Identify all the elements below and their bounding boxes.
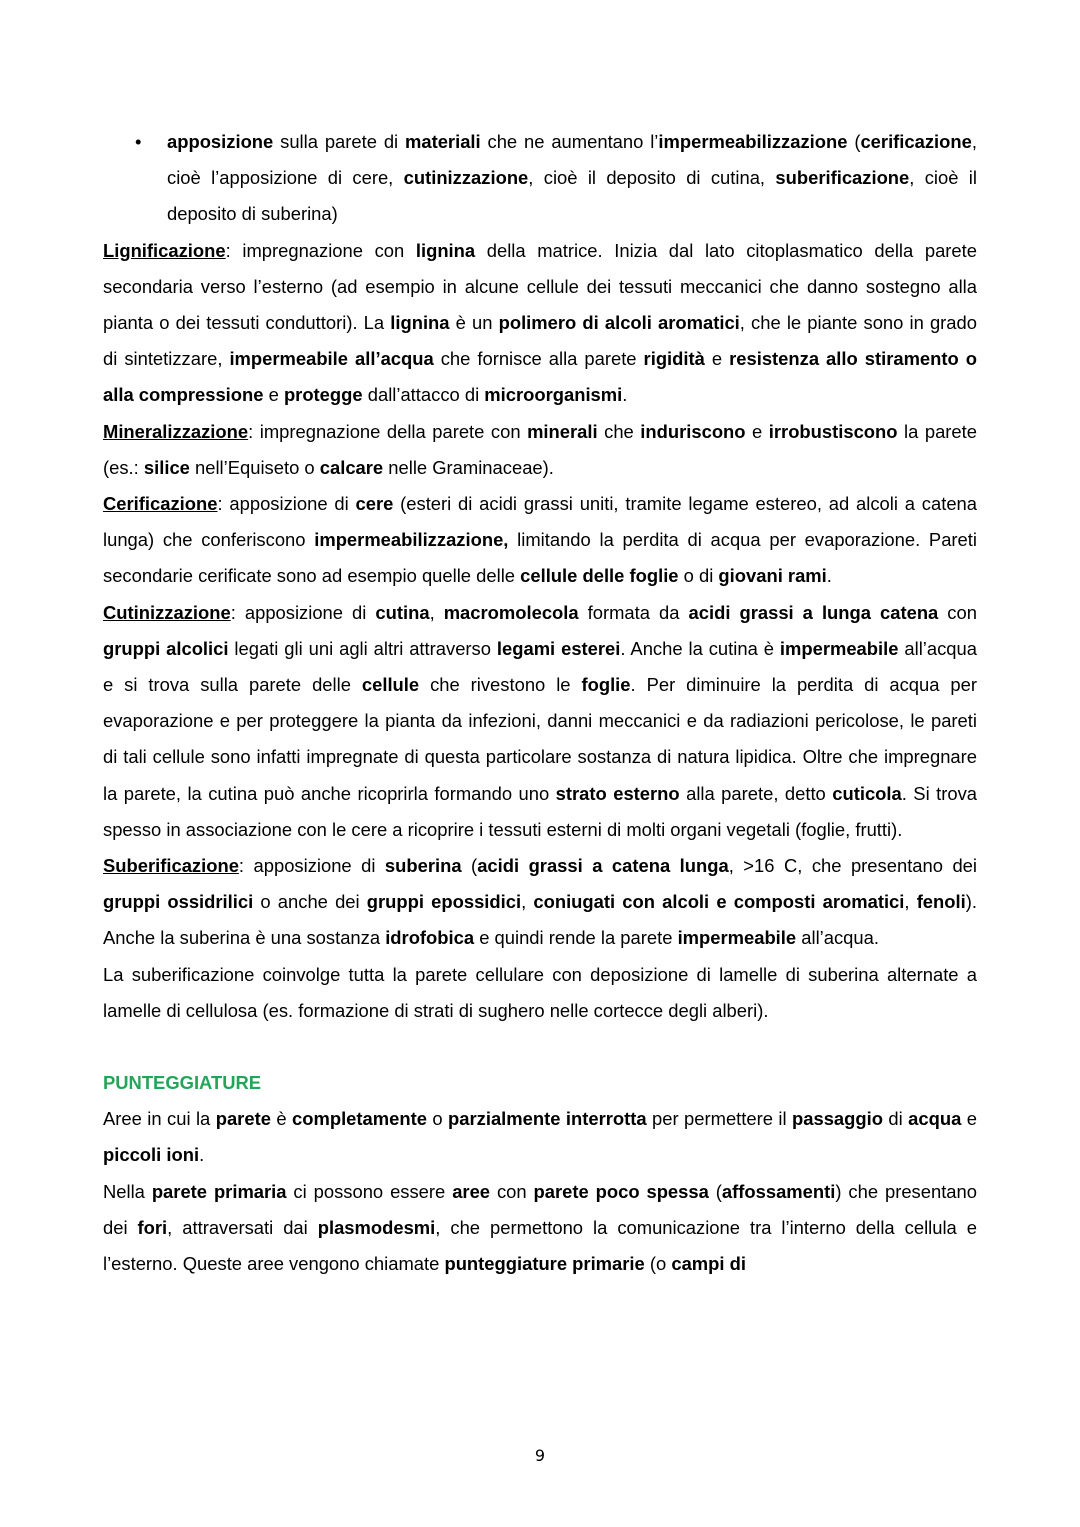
- page-number: 9: [534, 1446, 546, 1465]
- term-mineralizzazione: Mineralizzazione: [103, 420, 249, 442]
- paragraph-mineralizzazione: Mineralizzazione: impregnazione della parete con minerali che induriscono e irrobustiscono la parete (es.: silice nell’Equiseto o calcare nelle Graminaceae).: [103, 420, 977, 478]
- term-cerificazione: Cerificazione: [103, 493, 218, 515]
- list-item-apposizione: • apposizione sulla parete di materiali che ne aumentano l’impermeabilizzazione (cerificazione, cioè l’apposizione di cere, cutinizzazione, cioè il deposito di cutina, suberificazione, cioè il deposito di suberina): [103, 124, 977, 233]
- term-lignificazione: Lignificazione: [103, 239, 226, 261]
- bullet-icon: •: [135, 131, 142, 152]
- paragraph-suberificazione: Suberificazione: apposizione di suberina (acidi grassi a catena lunga, >16 C, che presentano dei gruppi ossidrilici o anche dei gruppi epossidici, coniugati con alcoli e composti aromatici, fenoli). Anche la suberina è una sostanza idrofobica e quindi rende la parete impermeabile all’acqua.: [103, 855, 977, 949]
- paragraph-cerificazione: Cerificazione: apposizione di cere (esteri di acidi grassi uniti, tramite legame estereo, ad alcoli a catena lunga) che conferiscono impermeabilizzazione, limitando la perdita di acqua per evaporazione. Pareti secondarie cerificate sono ad esempio quelle delle cellule delle foglie o di giovani rami.: [103, 493, 978, 587]
- term-suberificazione: Suberificazione: [103, 855, 239, 877]
- paragraph-cutinizzazione: Cutinizzazione: apposizione di cutina, macromolecola formata da acidi grassi a lunga catena con gruppi alcolici legati gli uni agli altri attraverso legami esterei. Anche la cutina è impermeabile all’acqua e si trova sulla parete delle cellule che rivestono le foglie. Per diminuire la perdita di acqua per evaporazione e per proteggere la pianta da infezioni, danni meccanici e da radiazioni pericolose, le pareti di tali cellule sono infatti impregnate di questa particolare sostanza di natura lipidica. Oltre che impregnare la parete, la cutina può anche ricoprirla formando uno strato esterno alla parete, detto cuticola. Si trova spesso in associazione con le cere a ricoprire i tessuti esterni di molti organi vegetali (foglie, frutti).: [103, 601, 978, 840]
- document-body: [103, 124, 977, 1282]
- paragraph-parete-primaria: Nella parete primaria ci possono essere aree con parete poco spessa (affossamenti) che presentano dei fori, attraversati dai plasmodesmi, che permettono la comunicazione tra l’interno della cellula e l’esterno. Queste aree vengono chiamate punteggiature primarie (o campi di: [103, 1180, 977, 1275]
- section-heading-punteggiature: PUNTEGGIATURE: [103, 1072, 262, 1094]
- paragraph-lignificazione: Lignificazione: impregnazione con lignina della matrice. Inizia dal lato citoplasmatico della parete secondaria verso l’esterno (ad esempio in alcune cellule dei tessuti meccanici che danno sostegno alla pianta o dei tessuti conduttori). La lignina è un polimero di alcoli aromatici, che le piante sono in grado di sintetizzare, impermeabile all’acqua che fornisce alla parete rigidità e resistenza allo stiramento o alla compressione e protegge dall’attacco di microorganismi.: [103, 239, 977, 406]
- paragraph-suberificazione-note: La suberificazione coinvolge tutta la parete cellulare con deposizione di lamelle di suberina alternate a lamelle di cellulosa (es. formazione di strati di sughero nelle cortecce degli alberi).: [103, 963, 977, 1021]
- paragraph-punteggiature-definition: Aree in cui la parete è completamente o parzialmente interrotta per permettere il passaggio di acqua e piccoli ioni.: [103, 1108, 977, 1166]
- term-cutinizzazione: Cutinizzazione: [103, 601, 231, 623]
